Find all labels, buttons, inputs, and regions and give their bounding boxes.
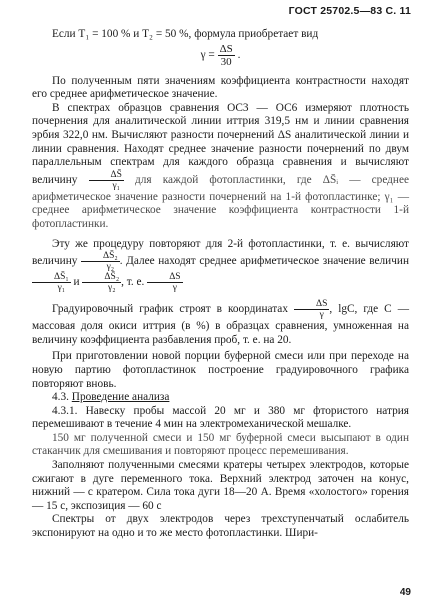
section-heading [32, 391, 409, 405]
formula-main [32, 43, 409, 68]
fraction-numerator: ΔS [147, 272, 182, 283]
formula-tail: . [237, 48, 241, 61]
fraction-denominator: γ₂ [108, 283, 116, 294]
section-title: Проведение анализа [71, 391, 170, 404]
formula-fraction [218, 43, 235, 68]
paragraph-2 [32, 102, 409, 232]
fraction-numerator: ΔS̄ [89, 170, 124, 181]
formula-lhs: γ = [200, 48, 215, 61]
paragraph-4-text-a: Градуировочный график строят в координатах [52, 303, 288, 316]
fraction-denominator: γ₁ [112, 180, 120, 191]
paragraph-3-text-a: Эту же процедуру повторяют для 2-й фотопластинки, т. е. вычисляют величину [32, 237, 409, 268]
formula-denominator: 30 [220, 55, 232, 68]
paragraph-9: Спектры от двух электродов через трехступенчатый ослабитель экспонируют на одно и то же место фотопластинки. Шири- [32, 513, 409, 540]
paragraph-2-text-b: для каждой фотопластинки, где ΔS̄ᵢ — среднее арифметическое значение разности почернений на 1-й фотопластинке; γ₁ — среднее арифметическое значение коэффициента контрастности 1-й фотопластинки. [32, 173, 410, 230]
paragraph-3-te: , т. е. [121, 276, 145, 289]
fraction-s2-over-g2-b [82, 272, 121, 293]
paragraph-1: По полученным пяти значениям коэффициента контрастности находят его среднее арифметическое значение. [32, 74, 409, 101]
fraction-s1-over-g1 [32, 272, 71, 293]
paragraph-5: При приготовлении новой порции буферной смеси или при переходе на новую партию фотопластинок построение градуировочного графика повторяют вновь. [32, 350, 409, 390]
fraction-s2-over-g2 [81, 251, 120, 272]
fraction-denominator: γ [319, 310, 324, 321]
paragraph-3-and: и [73, 276, 80, 289]
paragraph-4 [32, 299, 409, 347]
paragraph-8: Заполняют полученными смесями кратеры четырех электродов, которые сжигают в дуге переменного тока. Верхний электрод заточен на конус, нижний — с кратером. Сила тока дуги 18—20 А. Время «холостого» горения — 15 с, экспозиция — 60 с [32, 459, 409, 512]
fraction-s-over-g [147, 272, 182, 293]
section-number: 4.3. [52, 391, 69, 404]
formula-numerator: ΔS [219, 42, 233, 55]
fraction-denominator: γ₁ [57, 283, 66, 294]
paragraph-3 [32, 238, 409, 294]
fraction-numerator: ΔS [294, 299, 329, 310]
paragraph-7: 150 мг полученной смеси и 150 мг буферной смеси высыпают в один стаканчик для смешивания и повторяют процесс перемешивания. [32, 431, 409, 458]
paragraph-2-text-a: В спектрах образцов сравнения ОС3 — ОС6 измеряют плотность почернения для аналитической линии иттрия 319,5 нм и линии сравнения эрбия 322,0 нм. Вычисляют разности почернений ΔS аналитической линии и линии сравнения. Находят среднее значение разности почернений по двум параллельным спектрам для каждого образца сравнения и вычисляют величину [32, 101, 409, 186]
fraction-s-over-g1 [89, 170, 124, 191]
paragraph-3-text-b: . Далее находят среднее арифметическое значение величин [119, 255, 409, 268]
fraction-numerator: ΔS̄₁ [32, 272, 71, 283]
paragraph-6: 4.3.1. Навеску пробы массой 20 мг и 380 мг фтористого натрия перемешивают в течение 4 мин на электромеханической мешалке. [32, 404, 409, 431]
intro-line: Если T₁ = 100 % и T₂ = 50 %, формула приобретает вид [52, 28, 319, 40]
fraction-numerator: ΔS̄₂ [82, 272, 121, 283]
fraction-denominator: γ [172, 283, 177, 294]
fraction-denominator: γ₂ [106, 262, 115, 273]
page-number: 49 [399, 587, 411, 599]
paragraph-4-text-b: , lgC, где C — массовая доля окиси иттрия (в %) в образцах сравнения, умноженная на величину коэффициента разбавления проб, т. е. на 20. [32, 303, 410, 346]
fraction-numerator: ΔS̄₂ [81, 251, 120, 262]
page-header: ГОСТ 25702.5—83 С. 11 [288, 5, 411, 17]
fraction-graph [294, 299, 329, 320]
